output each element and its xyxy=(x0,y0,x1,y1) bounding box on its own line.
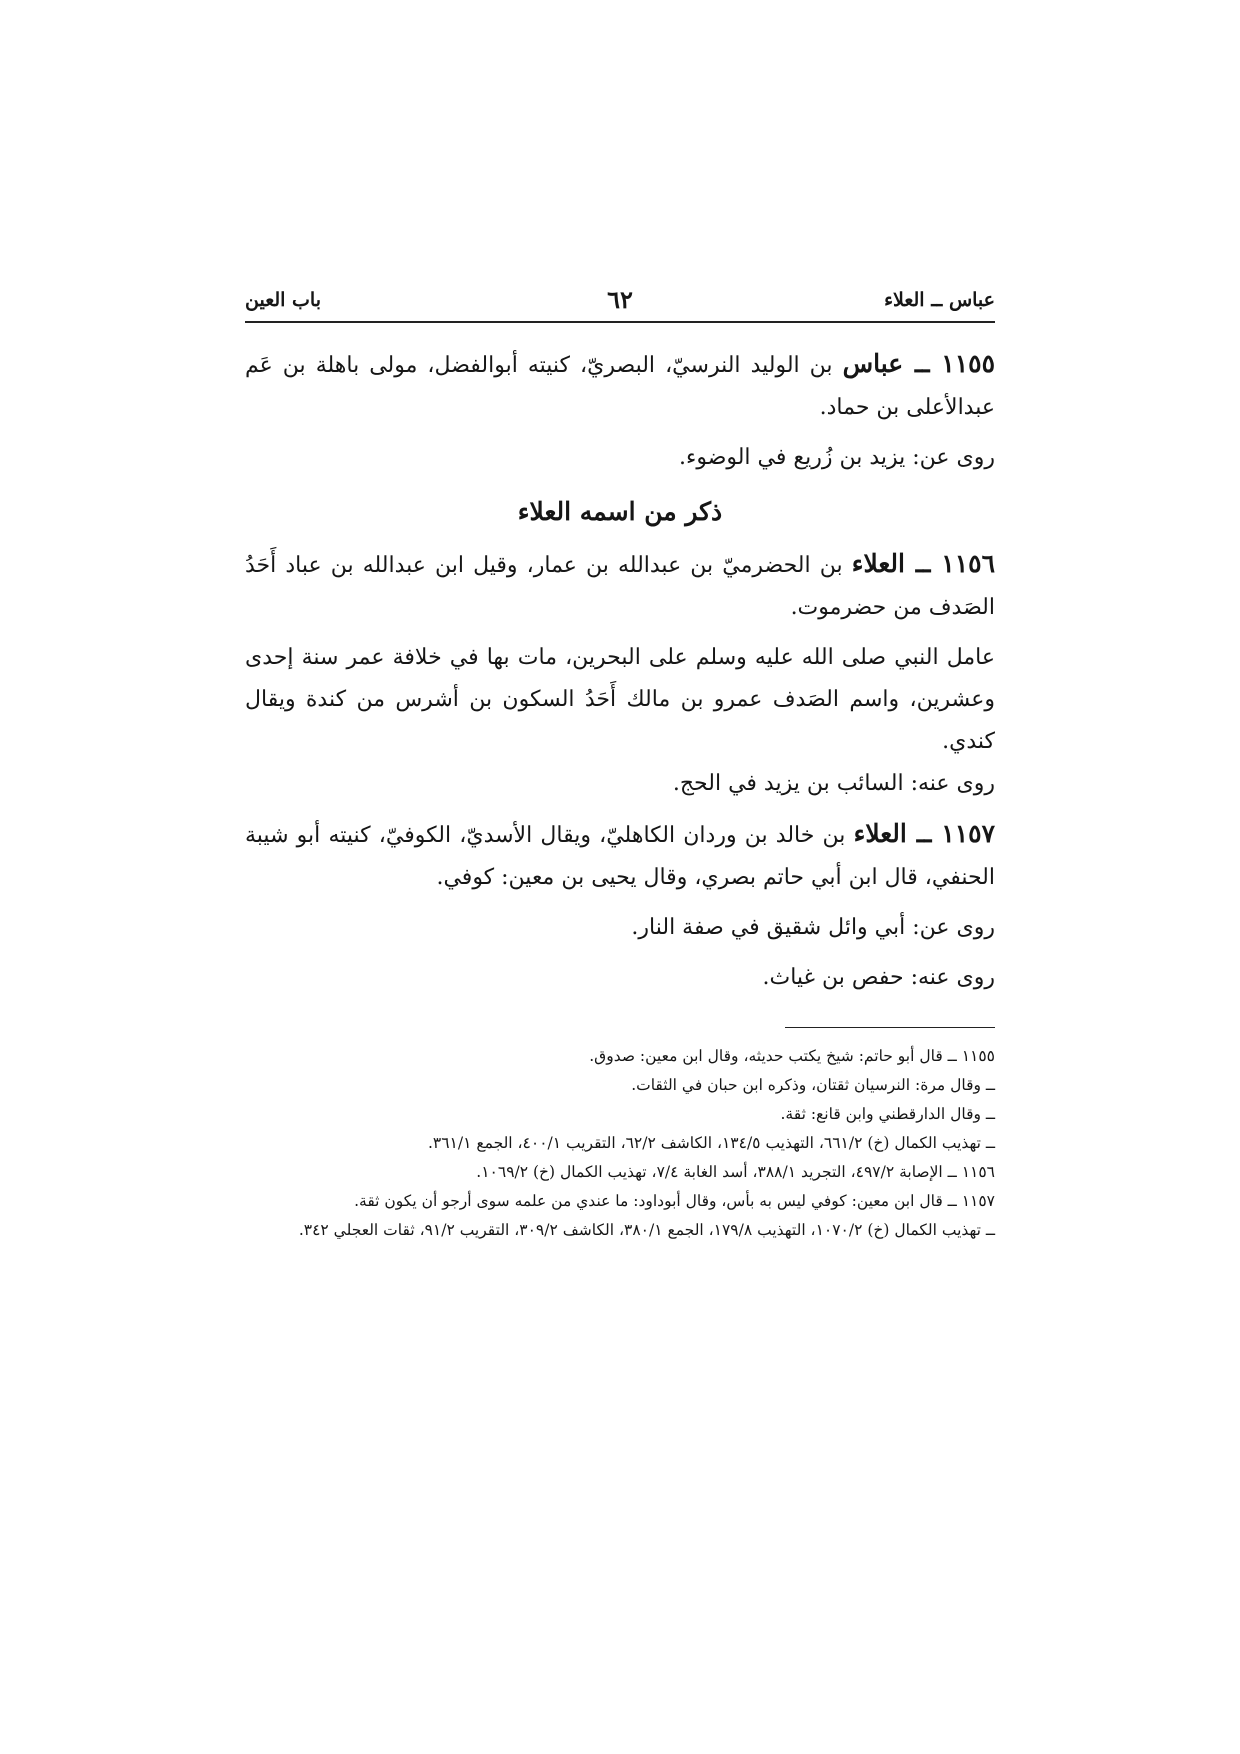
running-header xyxy=(245,285,995,321)
entry-1155-narrated-from: روى عن: يزيد بن زُريع في الوضوء. xyxy=(678,445,995,470)
header-chapter-range: عباس ــ العلاء xyxy=(884,289,995,311)
entry-1155-bio-text: بن الوليد النرسيّ، البصريّ، كنيته أبوالفضل، مولى باهلة بن عَم عبدالأعلى بن حماد. xyxy=(245,353,995,420)
footnotes xyxy=(245,1042,995,1245)
header-divider xyxy=(245,321,995,323)
book-page xyxy=(245,285,996,1239)
footnote-1156: ١١٥٦ ــ الإصابة ٤٩٧/٢، التجريد ٣٨٨/١، أسد الغابة ٧/٤، تهذيب الكمال (خ) ١٠٦٩/٢. xyxy=(476,1163,995,1181)
entry-1155-bio xyxy=(245,343,995,429)
footnote-1157-b: ــ تهذيب الكمال (خ) ١٠٧٠/٢، التهذيب ١٧٩/٨، الجمع ٣٨٠/١، الكاشف ٣٠٩/٢، التقريب ٩١/٢، ثقات العجلي ٣٤٢. xyxy=(298,1221,995,1239)
entry-1157-narrated-by: روى عنه: حفص بن غياث. xyxy=(762,965,995,990)
footnote-1157-a: ١١٥٧ ــ قال ابن معين: كوفي ليس به بأس، وقال أبوداود: ما عندي من علمه سوى أرجو أن يكون ثقة. xyxy=(354,1192,995,1210)
footnote-1155-d: ــ تهذيب الكمال (خ) ٦٦١/٢، التهذيب ١٣٤/٥، الكاشف ٦٢/٢، التقريب ٤٠٠/١، الجمع ٣٦١/١. xyxy=(427,1134,995,1152)
entry-1156-heading: ١١٥٦ ــ العلاء xyxy=(851,549,995,578)
entry-1155-heading: ١١٥٥ ــ عباس xyxy=(842,349,995,378)
footnote-1155-b: ــ وقال مرة: النرسيان ثقتان، وذكره ابن حبان في الثقات. xyxy=(631,1076,995,1094)
header-book-section: باب العين xyxy=(245,289,322,311)
entry-1157-bio xyxy=(245,813,995,899)
footnote-1155-c: ــ وقال الدارقطني وابن قانع: ثقة. xyxy=(780,1105,995,1123)
entry-1156-bio-text: بن الحضرميّ بن عبدالله بن عمار، وقيل ابن عبدالله بن عباد أَحَدُ الصَدف من حضرموت. xyxy=(245,553,995,620)
section-title: ذكر من اسمه العلاء xyxy=(517,497,723,526)
entry-1157-bio-text: بن خالد بن وردان الكاهليّ، ويقال الأسديّ، الكوفيّ، كنيته أبو شيبة الحنفي، قال ابن أبي حاتم بصري، وقال يحيى بن معين: كوفي. xyxy=(245,823,995,890)
entry-1156-details: عامل النبي صلى الله عليه وسلم على البحرين، مات بها في خلافة عمر سنة إحدى وعشرين، واسم الصَدف عمرو بن مالك أَحَدُ السكون بن أشرس من كندة ويقال كندي. xyxy=(245,645,995,754)
entry-1157-heading: ١١٥٧ ــ العلاء xyxy=(853,819,996,848)
entry-1156-bio xyxy=(245,543,995,629)
entry-1157-narrated-from: روى عن: أبي وائل شقيق في صفة النار. xyxy=(631,915,995,940)
entry-1156-narrated-by: روى عنه: السائب بن يزيد في الحج. xyxy=(672,771,995,796)
main-text xyxy=(245,343,995,1245)
page-number: ٦٢ xyxy=(607,285,633,314)
footnote-divider xyxy=(785,1027,995,1028)
footnote-1155-a: ١١٥٥ ــ قال أبو حاتم: شيخ يكتب حديثه، وقال ابن معين: صدوق. xyxy=(589,1047,995,1065)
